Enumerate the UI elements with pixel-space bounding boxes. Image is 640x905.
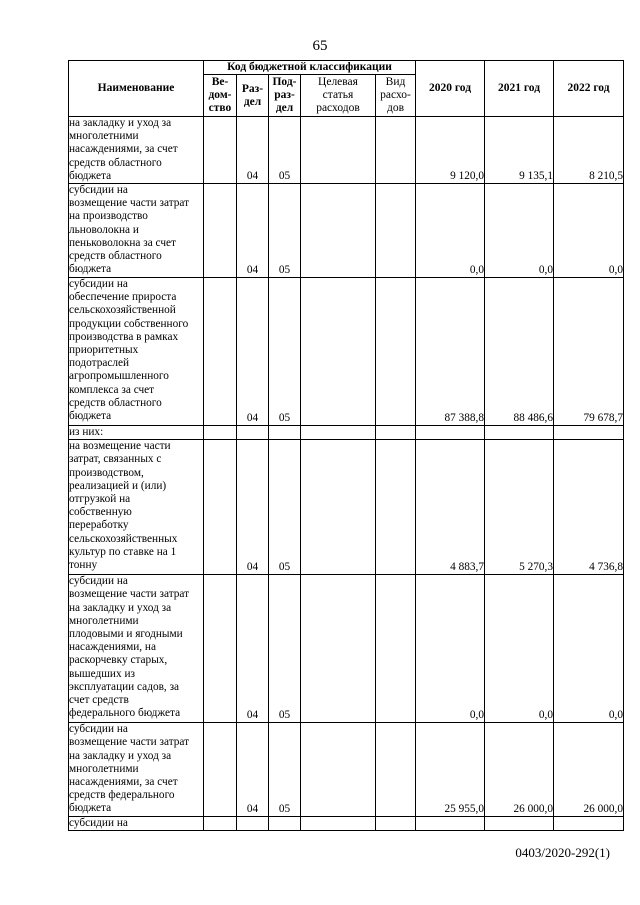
- header-year-2020: 2020 год: [416, 61, 485, 117]
- row-value-2022: [554, 426, 624, 440]
- table-row: [69, 117, 624, 184]
- row-value-2020: [416, 426, 485, 440]
- table-row: [69, 440, 624, 575]
- row-podrazdel: [269, 817, 301, 831]
- row-value-2021: [485, 817, 554, 831]
- row-name: субсидии на возмещение части затрат на закладку и уход за многолетними плодовыми и ягодными насаждениями, на раскорчевку старых, вышедших из эксплуатации садов, за счет средств федерального бюджета: [69, 575, 204, 723]
- row-podrazdel: 05: [269, 117, 301, 184]
- row-name: субсидии на возмещение части затрат на закладку и уход за многолетними насаждениями, за счет средств федерального бюджета: [69, 723, 204, 817]
- row-value-2020: 4 883,7: [416, 440, 485, 575]
- table-row: [69, 723, 624, 817]
- row-name: на возмещение части затрат, связанных с производством, реализацией и (или) отгрузкой на собственную переработку сельскохозяйственных культур по ставке на 1 тонну: [69, 440, 204, 575]
- header-classification-group: Код бюджетной классификации: [204, 61, 416, 75]
- table-row: [69, 575, 624, 723]
- row-razdel: 04: [237, 440, 269, 575]
- row-value-2021: 26 000,0: [485, 723, 554, 817]
- row-value-2022: 0,0: [554, 184, 624, 278]
- budget-table: [68, 60, 624, 831]
- table-row: [69, 426, 624, 440]
- row-name: субсидии на: [69, 817, 204, 831]
- row-razdel: 04: [237, 117, 269, 184]
- row-podrazdel: 05: [269, 278, 301, 426]
- row-value-2020: 25 955,0: [416, 723, 485, 817]
- row-razdel: [237, 426, 269, 440]
- header-vedomstvo: Ве- дом- ство: [204, 75, 237, 117]
- header-year-2021: 2021 год: [485, 61, 554, 117]
- header-celevaya-statya: Целевая статья расходов: [301, 75, 376, 117]
- row-value-2020: 87 388,8: [416, 278, 485, 426]
- row-value-2021: 9 135,1: [485, 117, 554, 184]
- row-razdel: [237, 817, 269, 831]
- row-name: на закладку и уход за многолетними насаждениями, за счет средств областного бюджета: [69, 117, 204, 184]
- table-row: [69, 278, 624, 426]
- row-name: субсидии на возмещение части затрат на производство льноволокна и пеньковолокна за счет средств областного бюджета: [69, 184, 204, 278]
- row-value-2020: [416, 817, 485, 831]
- row-podrazdel: 05: [269, 184, 301, 278]
- row-value-2021: 5 270,3: [485, 440, 554, 575]
- table-row: [69, 184, 624, 278]
- header-vid-rashodov: Вид расхо- дов: [376, 75, 416, 117]
- row-razdel: 04: [237, 184, 269, 278]
- row-podrazdel: 05: [269, 440, 301, 575]
- header-podrazdel: Под- раз- дел: [269, 75, 301, 117]
- row-value-2022: 79 678,7: [554, 278, 624, 426]
- row-value-2020: 0,0: [416, 575, 485, 723]
- row-value-2022: 26 000,0: [554, 723, 624, 817]
- row-value-2022: 4 736,8: [554, 440, 624, 575]
- row-podrazdel: 05: [269, 723, 301, 817]
- header-razdel: Раз- дел: [237, 75, 269, 117]
- row-value-2021: 0,0: [485, 575, 554, 723]
- row-razdel: 04: [237, 278, 269, 426]
- row-value-2022: 8 210,5: [554, 117, 624, 184]
- row-value-2021: 88 486,6: [485, 278, 554, 426]
- header-year-2022: 2022 год: [554, 61, 624, 117]
- row-razdel: 04: [237, 723, 269, 817]
- row-value-2022: 0,0: [554, 575, 624, 723]
- row-podrazdel: 05: [269, 575, 301, 723]
- table-row: [69, 817, 624, 831]
- row-value-2020: 9 120,0: [416, 117, 485, 184]
- row-value-2022: [554, 817, 624, 831]
- row-name: из них:: [69, 426, 204, 440]
- row-value-2021: 0,0: [485, 184, 554, 278]
- row-value-2020: 0,0: [416, 184, 485, 278]
- row-razdel: 04: [237, 575, 269, 723]
- header-name: Наименование: [69, 61, 204, 117]
- row-name: субсидии на обеспечение прироста сельскохозяйственной продукции собственного производства в рамках приоритетных подотраслей агропромышленного комплекса за счет средств областного бюджета: [69, 278, 204, 426]
- document-code: 0403/2020-292(1): [515, 845, 610, 860]
- row-value-2021: [485, 426, 554, 440]
- page-number: 65: [312, 38, 328, 54]
- row-podrazdel: [269, 426, 301, 440]
